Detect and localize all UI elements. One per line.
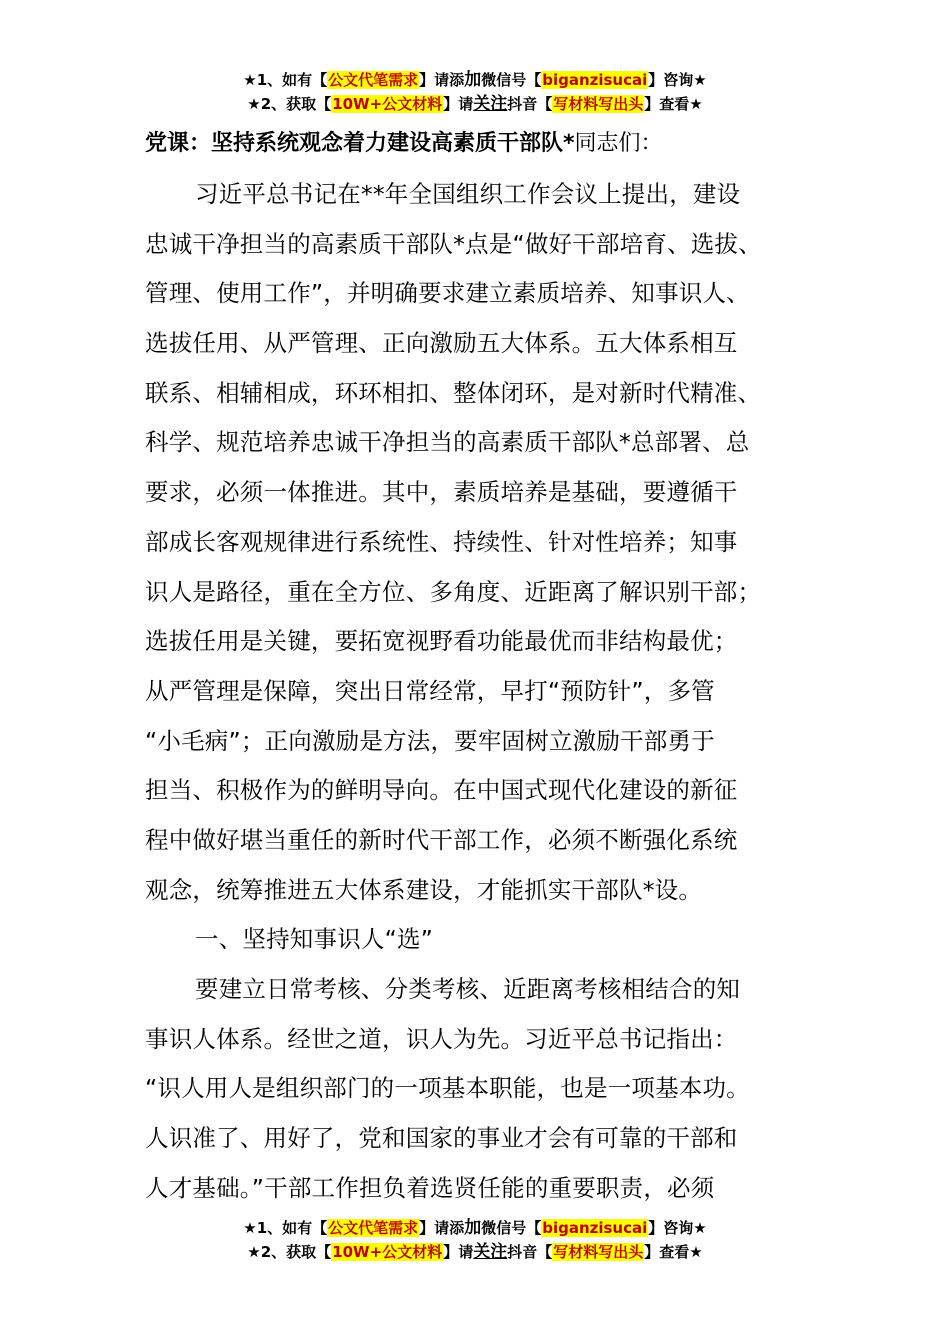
promo-text: 抖音【 <box>507 1243 553 1261</box>
body-text-line: 事识人体系。经世之道，识人为先。习近平总书记指出： <box>145 1024 738 1053</box>
body-text-line: “识人用人是组织部门的一项基本职能，也是一项基本功。 <box>145 1074 750 1103</box>
promo-wechat-id: biganzisucai <box>542 71 648 89</box>
body-text-line: 人才基础。”干部工作担负着选贤任能的重要职责，必须 <box>145 1173 715 1202</box>
body-text-line: 程中做好堪当重任的新时代干部工作，必须不断强化系统 <box>145 825 738 854</box>
promo-highlight: 10W+公文材料 <box>332 95 443 113</box>
promo-text: 】咨询★ <box>648 1219 707 1237</box>
promo-text: 加 <box>464 70 482 90</box>
promo-text: ★1、如有【 <box>243 71 328 89</box>
body-text-line: 选拔任用、从严管理、正向激励五大体系。五大体系相互 <box>145 329 738 358</box>
body-text-line: 管理、使用工作”，并明确要求建立素质培养、知事识人、 <box>145 279 750 308</box>
document-body <box>145 124 813 1213</box>
promo-text: 】查看★ <box>644 1243 703 1261</box>
promo-line-1 <box>0 68 950 92</box>
paragraph-lines <box>145 170 813 1213</box>
body-text-line: 选拔任用是关键，要拓宽视野看功能最优而非结构最优； <box>145 627 738 656</box>
promo-highlight: 10W+公文材料 <box>332 1243 443 1261</box>
promo-text: 】咨询★ <box>648 71 707 89</box>
promo-text: 】请 <box>443 95 474 113</box>
promo-douyin-id: 写材料写出头 <box>553 95 644 113</box>
promo-highlight: 公文代笔需求 <box>328 71 419 89</box>
body-text-line: 忠诚干净担当的高素质干部队*点是“做好干部培育、选拔、 <box>145 229 762 258</box>
body-text-line: 习近平总书记在**年全国组织工作会议上提出，建设 <box>195 180 741 208</box>
promo-text: 关注 <box>473 94 508 114</box>
bottom-promo-banner <box>0 1216 950 1264</box>
promo-text: 加 <box>464 1218 482 1238</box>
promo-text: 微信号【 <box>481 1219 542 1237</box>
body-text-line: 一、坚持知事识人“选” <box>195 925 434 954</box>
title-line <box>145 124 813 164</box>
body-text-line: 从严管理是保障，突出日常经常，早打“预防针”，多管 <box>145 676 715 705</box>
body-text-line: 科学、规范培养忠诚干净担当的高素质干部队*总部署、总 <box>145 428 750 457</box>
promo-line-2 <box>0 1240 950 1264</box>
promo-text: 】查看★ <box>644 95 703 113</box>
body-text-line: 担当、积极作为的鲜明导向。在中国式现代化建设的新征 <box>145 776 738 805</box>
promo-line-2 <box>0 92 950 116</box>
promo-text: 】请添 <box>419 71 465 89</box>
document-title: 党课：坚持系统观念着力建设高素质干部队* <box>145 131 575 156</box>
promo-text: 】请 <box>443 1243 474 1261</box>
top-promo-banner <box>0 68 950 116</box>
body-text-line: “小毛病”；正向激励是方法，要牢固树立激励干部勇于 <box>145 726 715 755</box>
body-text-line: 观念，统筹推进五大体系建设，才能抓实干部队*设。 <box>145 875 703 904</box>
body-text-line: 识人是路径，重在全方位、多角度、近距离了解识别干部； <box>145 577 762 606</box>
promo-line-1 <box>0 1216 950 1240</box>
salutation: 同志们： <box>574 131 663 156</box>
promo-text: 抖音【 <box>507 95 553 113</box>
promo-text: 关注 <box>473 1242 508 1262</box>
promo-text: ★2、获取【 <box>247 95 332 113</box>
body-text-line: 人识准了、用好了，党和国家的事业才会有可靠的干部和 <box>145 1124 738 1153</box>
body-text-line: 要求，必须一体推进。其中，素质培养是基础，要遵循干 <box>145 478 738 507</box>
promo-highlight: 公文代笔需求 <box>328 1219 419 1237</box>
promo-wechat-id: biganzisucai <box>542 1219 648 1237</box>
body-text-line: 要建立日常考核、分类考核、近距离考核相结合的知 <box>195 975 741 1003</box>
promo-text: ★1、如有【 <box>243 1219 328 1237</box>
promo-douyin-id: 写材料写出头 <box>553 1243 644 1261</box>
promo-text: ★2、获取【 <box>247 1243 332 1261</box>
promo-text: 】请添 <box>419 1219 465 1237</box>
body-text-line: 部成长客观规律进行系统性、持续性、针对性培养；知事 <box>145 527 738 556</box>
promo-text: 微信号【 <box>481 71 542 89</box>
body-text-line: 联系、相辅相成，环环相扣、整体闭环，是对新时代精准、 <box>145 378 762 407</box>
